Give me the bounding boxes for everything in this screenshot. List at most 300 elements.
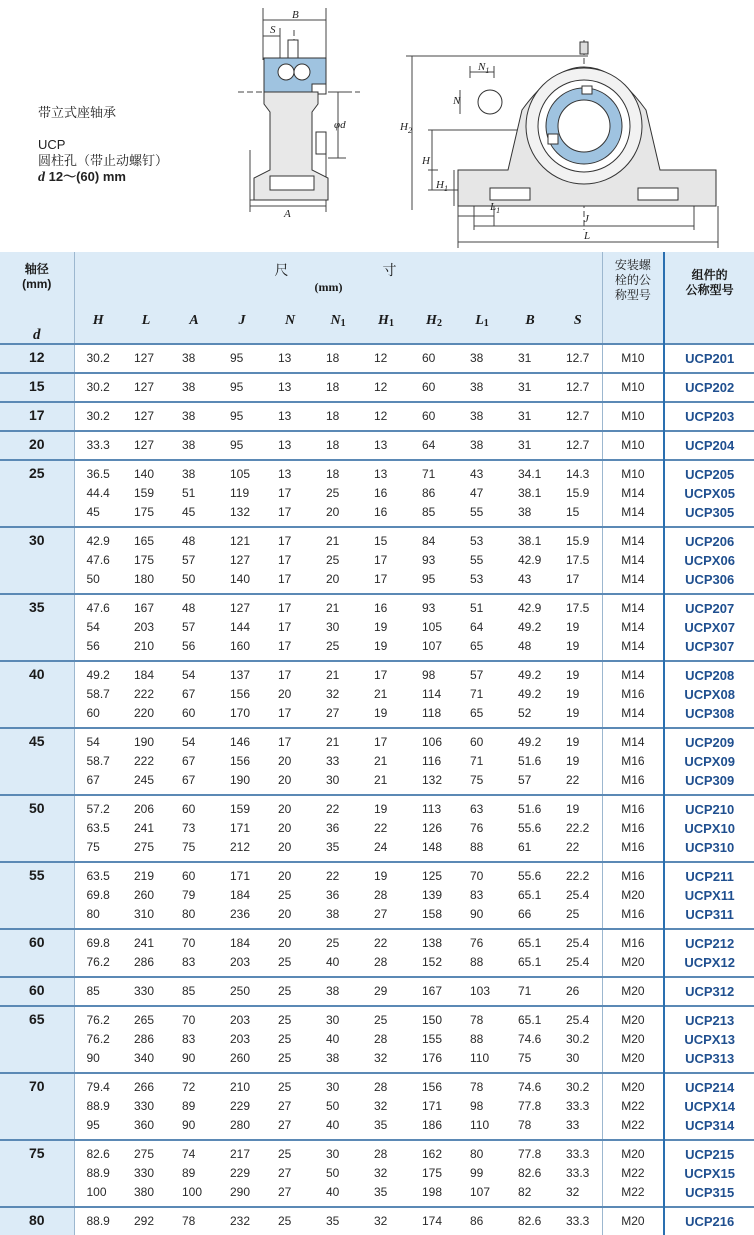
label-A: A (284, 208, 291, 220)
cell-value: 74 (182, 1147, 196, 1161)
cell-value: 69.8 (86, 936, 110, 950)
cell-value: 27 (278, 1118, 292, 1132)
svg-text:H2 (399, 121, 412, 135)
cell-value: 184 (230, 888, 251, 902)
cell-value: UCPX13 (684, 1032, 735, 1047)
dimension-cell (410, 460, 458, 527)
cell-value: 25 (278, 1080, 292, 1094)
model-cell (664, 1140, 754, 1207)
cell-value: 222 (134, 687, 155, 701)
cell-value: 90 (182, 1118, 196, 1132)
cell-value: 19 (374, 639, 388, 653)
dimension-cell (458, 402, 506, 431)
cell-value: 50 (326, 1166, 340, 1180)
cell-value: 127 (134, 380, 155, 394)
dimension-cell (362, 594, 410, 661)
cell-value: UCP214 (685, 1080, 735, 1095)
shaft-diameter-cell: 30 (0, 527, 74, 594)
dimension-cell (74, 977, 122, 1006)
cell-value: 80 (182, 907, 196, 921)
cell-value: 54 (182, 735, 196, 749)
dimension-cell (314, 661, 362, 728)
dimension-cell (554, 373, 602, 402)
cell-value: 13 (374, 467, 388, 481)
dimension-cell (410, 728, 458, 795)
header-d-symbol: d (33, 327, 41, 343)
cell-value: 65 (470, 639, 484, 653)
dimension-cell (266, 373, 314, 402)
dimension-cell (74, 1207, 122, 1235)
cell-value: 60 (422, 409, 436, 423)
cell-value: 210 (230, 1080, 251, 1094)
cell-value: 19 (566, 620, 580, 634)
cell-value: 137 (230, 668, 251, 682)
cell-value: 56 (86, 639, 100, 653)
cell-value: 90 (182, 1051, 196, 1065)
cell-value: 210 (134, 639, 155, 653)
dimension-cell (362, 527, 410, 594)
bolt-cell (602, 527, 664, 594)
dimension-cell (362, 728, 410, 795)
cell-value: UCP205 (685, 467, 735, 482)
cell-value: 80 (470, 1147, 484, 1161)
model-cell (664, 661, 754, 728)
cell-value: 203 (230, 1013, 251, 1027)
cell-value: 53 (470, 534, 484, 548)
cell-value: 78 (470, 1013, 484, 1027)
cell-value: 82.6 (86, 1147, 110, 1161)
cell-value: 21 (326, 601, 340, 615)
cell-value: 21 (326, 668, 340, 682)
product-info (38, 105, 168, 186)
cell-value: 126 (422, 821, 443, 835)
dimension-cell (218, 373, 266, 402)
cell-value: 20 (278, 754, 292, 768)
table-row (0, 862, 754, 929)
dimension-cell (122, 728, 170, 795)
table-row (0, 977, 754, 1006)
cell-value: M16 (621, 821, 645, 835)
cell-value: M22 (621, 1166, 645, 1180)
cell-value: 30 (566, 1051, 580, 1065)
cell-value: M20 (621, 888, 645, 902)
cell-value: 36.5 (86, 467, 110, 481)
cell-value: M16 (621, 840, 645, 854)
dimension-cell (554, 728, 602, 795)
cell-value: UCP201 (685, 351, 735, 366)
dimension-cell (122, 344, 170, 373)
cell-value: 17 (278, 553, 292, 567)
cell-value: 156 (230, 687, 251, 701)
cell-value: 57 (182, 553, 196, 567)
dimension-cell (458, 1140, 506, 1207)
cell-value: 63.5 (86, 821, 110, 835)
cell-value: 28 (374, 888, 388, 902)
model-cell (664, 1207, 754, 1235)
cell-value: 32 (374, 1214, 388, 1228)
cell-value: 19 (374, 802, 388, 816)
cell-value: 31 (518, 438, 532, 452)
cell-value: 98 (422, 668, 436, 682)
dimension-cell (170, 1140, 218, 1207)
header-model-label: 组件的 公称型号 (685, 268, 734, 297)
dimension-cell (266, 344, 314, 373)
cell-value: UCP314 (685, 1118, 735, 1133)
cell-value: 71 (518, 984, 532, 998)
cell-value: 42.9 (86, 534, 110, 548)
cell-value: 38 (470, 409, 484, 423)
cell-value: 25.4 (566, 936, 590, 950)
cell-value: 139 (422, 888, 443, 902)
cell-value: 57 (518, 773, 532, 787)
cell-value: 13 (374, 438, 388, 452)
cell-value: 85 (182, 984, 196, 998)
cell-value: 116 (422, 754, 442, 768)
cell-value: 25 (374, 1013, 388, 1027)
cell-value: 64 (470, 620, 484, 634)
dimension-cell (266, 929, 314, 977)
cell-value: 57.2 (86, 802, 110, 816)
cell-value: 14.3 (566, 467, 590, 481)
cell-value: 19 (566, 754, 580, 768)
cell-value: 31 (518, 351, 532, 365)
cell-value: 380 (134, 1185, 155, 1199)
cell-value: M14 (621, 486, 645, 500)
label-N1: N (478, 61, 486, 73)
cell-value: 27 (374, 907, 388, 921)
cell-value: M22 (621, 1099, 645, 1113)
cell-value: 114 (422, 687, 442, 701)
dimension-cell (362, 402, 410, 431)
table-row (0, 373, 754, 402)
cell-value: 18 (326, 380, 340, 394)
product-series: UCP (38, 137, 66, 152)
cell-value: 171 (230, 869, 251, 883)
cell-value: 71 (422, 467, 436, 481)
cell-value: 57 (182, 620, 196, 634)
cell-value: 146 (230, 735, 251, 749)
cell-value: 33.3 (566, 1147, 590, 1161)
cell-value: 83 (470, 888, 484, 902)
cell-value: 20 (278, 687, 292, 701)
header-shaft-label: 轴径 (mm) (22, 262, 52, 291)
model-cell (664, 862, 754, 929)
cell-value: 69.8 (86, 888, 110, 902)
label-L1-sub: 1 (496, 206, 501, 215)
cell-value: 32 (374, 1099, 388, 1113)
cell-value: 35 (326, 840, 340, 854)
cell-value: UCP306 (685, 572, 735, 587)
col-symbol: N (330, 312, 341, 328)
cell-value: 58.7 (86, 754, 110, 768)
cell-value: 25 (278, 1013, 292, 1027)
cell-value: 156 (230, 754, 251, 768)
dimension-cell (506, 862, 554, 929)
dimension-cell (506, 431, 554, 460)
dimension-cell (218, 929, 266, 977)
cell-value: UCP308 (685, 706, 735, 721)
cell-value: 47.6 (86, 553, 110, 567)
cell-value: 16 (374, 601, 388, 615)
cell-value: 75 (470, 773, 484, 787)
cell-value: 174 (422, 1214, 443, 1228)
label-S: S (270, 24, 276, 36)
dimension-cell (410, 373, 458, 402)
dimension-cell (458, 1073, 506, 1140)
dimension-cell (170, 661, 218, 728)
cell-value: 27 (278, 1185, 292, 1199)
dimension-cell (410, 862, 458, 929)
cell-value: UCP213 (685, 1013, 735, 1028)
header-bolt (602, 252, 664, 344)
shaft-diameter-cell: 20 (0, 431, 74, 460)
cell-value: 35 (374, 1118, 388, 1132)
cell-value: 119 (230, 486, 250, 500)
dimension-cell (74, 862, 122, 929)
cell-value: 16 (374, 505, 388, 519)
cell-value: 76.2 (86, 955, 110, 969)
cell-value: M10 (621, 380, 645, 394)
cell-value: 22 (566, 840, 580, 854)
cell-value: 148 (422, 840, 443, 854)
header-col-a (170, 305, 218, 344)
shaft-diameter-cell: 40 (0, 661, 74, 728)
cell-value: 113 (422, 802, 442, 816)
dimension-cell (218, 527, 266, 594)
dimension-cell (74, 728, 122, 795)
cell-value: 219 (134, 869, 155, 883)
cell-value: 30.2 (86, 380, 110, 394)
model-cell (664, 977, 754, 1006)
dimension-cell (362, 344, 410, 373)
cell-value: 17 (278, 486, 292, 500)
cell-value: 32 (326, 687, 340, 701)
cell-value: M14 (621, 553, 645, 567)
dimension-cell (410, 1140, 458, 1207)
cell-value: 20 (278, 907, 292, 921)
dimension-cell (458, 527, 506, 594)
dimension-cell (362, 460, 410, 527)
cell-value: 19 (566, 802, 580, 816)
cell-value: M16 (621, 754, 645, 768)
dimension-cell (218, 431, 266, 460)
label-L1: L (490, 201, 497, 213)
cell-value: UCP206 (685, 534, 735, 549)
bore-type: 圆柱孔（带止动螺钉） (38, 153, 169, 168)
dimension-table (0, 252, 754, 1235)
cell-value: 15.9 (566, 486, 590, 500)
cell-value: 28 (374, 1147, 388, 1161)
cell-value: 73 (182, 821, 196, 835)
dimension-cell (506, 527, 554, 594)
cell-value: 13 (278, 438, 292, 452)
cell-value: 27 (278, 1099, 292, 1113)
cell-value: 99 (470, 1166, 484, 1180)
size-range (38, 169, 168, 186)
cell-value: 55 (470, 505, 484, 519)
cell-value: 17.5 (566, 601, 590, 615)
cell-value: 74.6 (518, 1032, 542, 1046)
col-symbol: J (238, 312, 246, 328)
dimension-cell (218, 1207, 266, 1235)
cell-value: M22 (621, 1118, 645, 1132)
header-col-n1 (314, 305, 362, 344)
dimension-cell (218, 1140, 266, 1207)
shaft-diameter-cell: 60 (0, 977, 74, 1006)
model-cell (664, 594, 754, 661)
dimension-cell (122, 1207, 170, 1235)
cell-value: 138 (422, 936, 443, 950)
cell-value: 38 (518, 505, 532, 519)
cell-value: 241 (134, 821, 155, 835)
cell-value: 38 (326, 907, 340, 921)
cell-value: 70 (182, 1013, 196, 1027)
svg-text:H1 (435, 179, 448, 193)
header-col-b (506, 305, 554, 344)
cell-value: 330 (134, 1166, 155, 1180)
dimension-cell (218, 728, 266, 795)
cell-value: 33 (326, 754, 340, 768)
cell-value: 22 (566, 773, 580, 787)
cell-value: 12.7 (566, 380, 590, 394)
cell-value: UCPX06 (684, 553, 735, 568)
dimension-cell (170, 1006, 218, 1073)
dimension-cell (122, 1006, 170, 1073)
cell-value: 220 (134, 706, 155, 720)
cell-value: 88 (470, 1032, 484, 1046)
col-symbol: H (426, 312, 437, 328)
dimension-cell (314, 862, 362, 929)
cell-value: 22 (374, 821, 388, 835)
cell-value: 17 (278, 601, 292, 615)
cell-value: 60 (422, 351, 436, 365)
cell-value: 95 (230, 351, 244, 365)
cell-value: 88.9 (86, 1166, 110, 1180)
cell-value: 140 (134, 467, 155, 481)
cell-value: 30 (326, 1147, 340, 1161)
dimension-cell (554, 1073, 602, 1140)
cell-value: 38 (182, 380, 196, 394)
model-cell (664, 929, 754, 977)
cell-value: 57 (470, 668, 484, 682)
dimension-cell (74, 594, 122, 661)
cell-value: M20 (621, 1080, 645, 1094)
dimension-cell (122, 594, 170, 661)
cell-value: 132 (230, 505, 251, 519)
dimension-cell (74, 795, 122, 862)
cell-value: 61 (518, 840, 532, 854)
model-cell (664, 1073, 754, 1140)
cell-value: M16 (621, 936, 645, 950)
cell-value: 38 (182, 409, 196, 423)
cell-value: 36 (326, 888, 340, 902)
cell-value: 20 (278, 821, 292, 835)
cell-value: 90 (86, 1051, 100, 1065)
col-symbol-subscript: 1 (340, 317, 346, 329)
dimension-cell (458, 1207, 506, 1235)
cell-value: 127 (134, 409, 155, 423)
cell-value: 75 (518, 1051, 532, 1065)
cell-value: 30.2 (566, 1080, 590, 1094)
cell-value: 217 (230, 1147, 251, 1161)
cell-value: 88.9 (86, 1099, 110, 1113)
dimension-cell (506, 594, 554, 661)
dimension-cell (122, 1073, 170, 1140)
dimension-cell (266, 527, 314, 594)
cell-value: 156 (422, 1080, 443, 1094)
cell-value: 198 (422, 1185, 443, 1199)
cell-value: M10 (621, 467, 645, 481)
cell-value: 29 (374, 984, 388, 998)
cell-value: 28 (374, 1080, 388, 1094)
cell-value: 47.6 (86, 601, 110, 615)
cell-value: 340 (134, 1051, 155, 1065)
cell-value: 25 (326, 486, 340, 500)
dimension-cell (74, 373, 122, 402)
cell-value: 15 (566, 505, 580, 519)
cell-value: UCP313 (685, 1051, 735, 1066)
dimension-cell (314, 1073, 362, 1140)
dimension-cell (410, 661, 458, 728)
shaft-diameter-cell: 17 (0, 402, 74, 431)
cell-value: 75 (86, 840, 100, 854)
header-dim-char-a: 尺 (274, 262, 289, 278)
cell-value: M22 (621, 1185, 645, 1199)
dimension-cell (218, 1073, 266, 1140)
header-area (0, 0, 750, 252)
shaft-diameter-cell: 25 (0, 460, 74, 527)
dimension-cell (554, 977, 602, 1006)
dimension-cell (266, 1073, 314, 1140)
dimension-cell (410, 344, 458, 373)
cell-value: 38.1 (518, 486, 542, 500)
cell-value: 206 (134, 802, 155, 816)
shaft-diameter-cell: 75 (0, 1140, 74, 1207)
cell-value: 98 (470, 1099, 484, 1113)
dimension-cell (122, 402, 170, 431)
dimension-cell (266, 661, 314, 728)
cell-value: UCPX15 (684, 1166, 735, 1181)
bolt-cell (602, 795, 664, 862)
cell-value: 17 (374, 572, 388, 586)
cell-value: 65.1 (518, 888, 542, 902)
table-row (0, 929, 754, 977)
dimension-cell (266, 728, 314, 795)
cell-value: 184 (134, 668, 155, 682)
cell-value: 286 (134, 955, 155, 969)
bolt-cell (602, 594, 664, 661)
col-symbol: H (378, 312, 389, 328)
table-row (0, 594, 754, 661)
col-symbol: L (475, 312, 484, 328)
header-col-l (122, 305, 170, 344)
label-H1: H (436, 179, 444, 191)
cell-value: 13 (278, 380, 292, 394)
cell-value: 86 (470, 1214, 484, 1228)
dimension-cell (170, 460, 218, 527)
cell-value: 88.9 (86, 1214, 110, 1228)
cell-value: 17 (374, 553, 388, 567)
dimension-cell (74, 1140, 122, 1207)
dimension-cell (506, 977, 554, 1006)
cell-value: 22.2 (566, 821, 590, 835)
table-row (0, 1073, 754, 1140)
cell-value: M14 (621, 735, 645, 749)
cell-value: 20 (326, 572, 340, 586)
cell-value: 17 (278, 505, 292, 519)
bolt-cell (602, 1073, 664, 1140)
cell-value: 144 (230, 620, 251, 634)
